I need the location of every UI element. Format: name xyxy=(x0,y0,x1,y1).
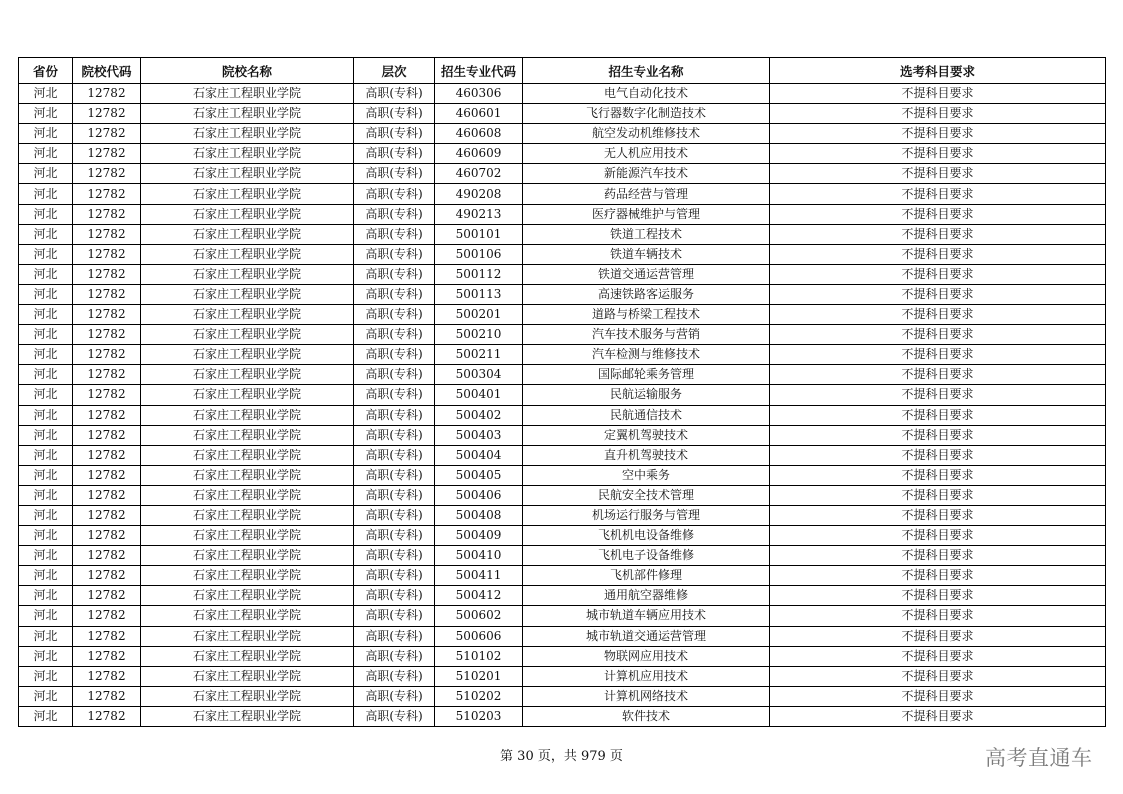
cell-level: 高职(专科) xyxy=(354,264,435,284)
cell-level: 高职(专科) xyxy=(354,385,435,405)
cell-major-code: 500412 xyxy=(435,586,523,606)
cell-school-name: 石家庄工程职业学院 xyxy=(141,305,354,325)
cell-school-code: 12782 xyxy=(73,144,141,164)
cell-school-code: 12782 xyxy=(73,686,141,706)
cell-province: 河北 xyxy=(19,646,73,666)
table-row xyxy=(19,284,1106,304)
cell-school-name: 石家庄工程职业学院 xyxy=(141,325,354,345)
cell-school-code: 12782 xyxy=(73,626,141,646)
table-row xyxy=(19,626,1106,646)
cell-major-code: 500606 xyxy=(435,626,523,646)
cell-subject-requirement: 不提科目要求 xyxy=(770,706,1106,726)
cell-level: 高职(专科) xyxy=(354,666,435,686)
cell-major-code: 500410 xyxy=(435,546,523,566)
cell-major-name: 直升机驾驶技术 xyxy=(523,445,770,465)
cell-major-name: 航空发动机维修技术 xyxy=(523,124,770,144)
cell-province: 河北 xyxy=(19,546,73,566)
cell-school-name: 石家庄工程职业学院 xyxy=(141,706,354,726)
cell-school-name: 石家庄工程职业学院 xyxy=(141,365,354,385)
cell-school-name: 石家庄工程职业学院 xyxy=(141,345,354,365)
cell-major-name: 机场运行服务与管理 xyxy=(523,505,770,525)
cell-level: 高职(专科) xyxy=(354,405,435,425)
header-province: 省份 xyxy=(19,58,73,84)
table-row xyxy=(19,505,1106,525)
table-row xyxy=(19,325,1106,345)
table-row xyxy=(19,264,1106,284)
header-row xyxy=(19,58,1106,84)
cell-major-code: 510202 xyxy=(435,686,523,706)
cell-school-name: 石家庄工程职业学院 xyxy=(141,264,354,284)
cell-major-name: 电气自动化技术 xyxy=(523,84,770,104)
cell-school-name: 石家庄工程职业学院 xyxy=(141,405,354,425)
cell-level: 高职(专科) xyxy=(354,124,435,144)
cell-subject-requirement: 不提科目要求 xyxy=(770,345,1106,365)
cell-subject-requirement: 不提科目要求 xyxy=(770,204,1106,224)
cell-major-name: 民航运输服务 xyxy=(523,385,770,405)
cell-province: 河北 xyxy=(19,264,73,284)
cell-school-code: 12782 xyxy=(73,365,141,385)
cell-subject-requirement: 不提科目要求 xyxy=(770,284,1106,304)
cell-subject-requirement: 不提科目要求 xyxy=(770,405,1106,425)
cell-major-name: 飞行器数字化制造技术 xyxy=(523,104,770,124)
cell-major-name: 通用航空器维修 xyxy=(523,586,770,606)
cell-school-code: 12782 xyxy=(73,284,141,304)
cell-school-code: 12782 xyxy=(73,526,141,546)
cell-major-code: 460609 xyxy=(435,144,523,164)
table-row xyxy=(19,84,1106,104)
cell-school-name: 石家庄工程职业学院 xyxy=(141,626,354,646)
cell-subject-requirement: 不提科目要求 xyxy=(770,425,1106,445)
cell-level: 高职(专科) xyxy=(354,445,435,465)
header-level: 层次 xyxy=(354,58,435,84)
cell-subject-requirement: 不提科目要求 xyxy=(770,445,1106,465)
cell-major-code: 490213 xyxy=(435,204,523,224)
table-row xyxy=(19,144,1106,164)
cell-school-name: 石家庄工程职业学院 xyxy=(141,505,354,525)
cell-school-name: 石家庄工程职业学院 xyxy=(141,184,354,204)
cell-level: 高职(专科) xyxy=(354,164,435,184)
header-school-name: 院校名称 xyxy=(141,58,354,84)
cell-major-code: 510102 xyxy=(435,646,523,666)
cell-major-code: 500409 xyxy=(435,526,523,546)
cell-school-name: 石家庄工程职业学院 xyxy=(141,204,354,224)
table-row xyxy=(19,526,1106,546)
cell-level: 高职(专科) xyxy=(354,224,435,244)
cell-school-name: 石家庄工程职业学院 xyxy=(141,646,354,666)
cell-subject-requirement: 不提科目要求 xyxy=(770,626,1106,646)
cell-level: 高职(专科) xyxy=(354,505,435,525)
table-row xyxy=(19,566,1106,586)
header-major-name: 招生专业名称 xyxy=(523,58,770,84)
table-row xyxy=(19,445,1106,465)
cell-subject-requirement: 不提科目要求 xyxy=(770,124,1106,144)
cell-major-name: 飞机机电设备维修 xyxy=(523,526,770,546)
cell-province: 河北 xyxy=(19,445,73,465)
table-row xyxy=(19,465,1106,485)
cell-subject-requirement: 不提科目要求 xyxy=(770,264,1106,284)
cell-school-code: 12782 xyxy=(73,244,141,264)
cell-province: 河北 xyxy=(19,184,73,204)
cell-major-code: 500408 xyxy=(435,505,523,525)
cell-province: 河北 xyxy=(19,365,73,385)
cell-school-code: 12782 xyxy=(73,184,141,204)
cell-school-code: 12782 xyxy=(73,505,141,525)
cell-subject-requirement: 不提科目要求 xyxy=(770,586,1106,606)
cell-major-code: 510203 xyxy=(435,706,523,726)
cell-province: 河北 xyxy=(19,385,73,405)
cell-subject-requirement: 不提科目要求 xyxy=(770,224,1106,244)
table-row xyxy=(19,345,1106,365)
cell-major-code: 500101 xyxy=(435,224,523,244)
cell-major-name: 高速铁路客运服务 xyxy=(523,284,770,304)
cell-province: 河北 xyxy=(19,686,73,706)
cell-major-code: 500403 xyxy=(435,425,523,445)
cell-province: 河北 xyxy=(19,144,73,164)
cell-major-name: 铁道工程技术 xyxy=(523,224,770,244)
cell-province: 河北 xyxy=(19,706,73,726)
cell-school-code: 12782 xyxy=(73,345,141,365)
cell-school-name: 石家庄工程职业学院 xyxy=(141,546,354,566)
cell-subject-requirement: 不提科目要求 xyxy=(770,566,1106,586)
cell-level: 高职(专科) xyxy=(354,566,435,586)
cell-province: 河北 xyxy=(19,505,73,525)
admission-table xyxy=(18,57,1106,727)
cell-school-code: 12782 xyxy=(73,124,141,144)
cell-major-code: 500113 xyxy=(435,284,523,304)
cell-province: 河北 xyxy=(19,284,73,304)
table-body xyxy=(19,84,1106,727)
table-row xyxy=(19,546,1106,566)
cell-subject-requirement: 不提科目要求 xyxy=(770,666,1106,686)
cell-subject-requirement: 不提科目要求 xyxy=(770,526,1106,546)
cell-province: 河北 xyxy=(19,485,73,505)
cell-subject-requirement: 不提科目要求 xyxy=(770,104,1106,124)
cell-level: 高职(专科) xyxy=(354,686,435,706)
cell-major-code: 500402 xyxy=(435,405,523,425)
cell-major-name: 城市轨道车辆应用技术 xyxy=(523,606,770,626)
cell-school-name: 石家庄工程职业学院 xyxy=(141,284,354,304)
cell-major-name: 软件技术 xyxy=(523,706,770,726)
cell-major-code: 490208 xyxy=(435,184,523,204)
table-row xyxy=(19,184,1106,204)
cell-subject-requirement: 不提科目要求 xyxy=(770,385,1106,405)
cell-school-code: 12782 xyxy=(73,264,141,284)
cell-major-name: 飞机电子设备维修 xyxy=(523,546,770,566)
cell-province: 河北 xyxy=(19,526,73,546)
cell-school-name: 石家庄工程职业学院 xyxy=(141,425,354,445)
table-row xyxy=(19,686,1106,706)
cell-level: 高职(专科) xyxy=(354,425,435,445)
cell-province: 河北 xyxy=(19,84,73,104)
cell-level: 高职(专科) xyxy=(354,606,435,626)
cell-school-name: 石家庄工程职业学院 xyxy=(141,144,354,164)
cell-province: 河北 xyxy=(19,465,73,485)
cell-school-code: 12782 xyxy=(73,385,141,405)
cell-province: 河北 xyxy=(19,405,73,425)
cell-province: 河北 xyxy=(19,104,73,124)
cell-subject-requirement: 不提科目要求 xyxy=(770,606,1106,626)
cell-school-code: 12782 xyxy=(73,566,141,586)
cell-major-code: 500404 xyxy=(435,445,523,465)
table-row xyxy=(19,706,1106,726)
table-row xyxy=(19,485,1106,505)
cell-subject-requirement: 不提科目要求 xyxy=(770,546,1106,566)
cell-school-code: 12782 xyxy=(73,465,141,485)
cell-province: 河北 xyxy=(19,606,73,626)
cell-major-code: 460601 xyxy=(435,104,523,124)
cell-major-code: 500211 xyxy=(435,345,523,365)
cell-major-code: 500602 xyxy=(435,606,523,626)
cell-major-name: 计算机网络技术 xyxy=(523,686,770,706)
cell-major-name: 汽车检测与维修技术 xyxy=(523,345,770,365)
cell-subject-requirement: 不提科目要求 xyxy=(770,144,1106,164)
cell-major-name: 汽车技术服务与营销 xyxy=(523,325,770,345)
cell-major-name: 药品经营与管理 xyxy=(523,184,770,204)
cell-school-code: 12782 xyxy=(73,224,141,244)
cell-school-code: 12782 xyxy=(73,666,141,686)
table-row xyxy=(19,365,1106,385)
cell-major-name: 道路与桥梁工程技术 xyxy=(523,305,770,325)
cell-major-code: 460608 xyxy=(435,124,523,144)
cell-major-code: 500405 xyxy=(435,465,523,485)
cell-subject-requirement: 不提科目要求 xyxy=(770,646,1106,666)
cell-level: 高职(专科) xyxy=(354,184,435,204)
cell-school-name: 石家庄工程职业学院 xyxy=(141,686,354,706)
table-row xyxy=(19,646,1106,666)
cell-major-name: 城市轨道交通运营管理 xyxy=(523,626,770,646)
table-row xyxy=(19,124,1106,144)
cell-subject-requirement: 不提科目要求 xyxy=(770,164,1106,184)
cell-major-name: 物联网应用技术 xyxy=(523,646,770,666)
cell-major-name: 定翼机驾驶技术 xyxy=(523,425,770,445)
page-number: 第 30 页，共 979 页 xyxy=(500,749,623,764)
cell-subject-requirement: 不提科目要求 xyxy=(770,305,1106,325)
cell-major-code: 510201 xyxy=(435,666,523,686)
cell-province: 河北 xyxy=(19,345,73,365)
cell-school-name: 石家庄工程职业学院 xyxy=(141,104,354,124)
cell-school-code: 12782 xyxy=(73,164,141,184)
cell-school-name: 石家庄工程职业学院 xyxy=(141,586,354,606)
cell-school-code: 12782 xyxy=(73,405,141,425)
cell-province: 河北 xyxy=(19,586,73,606)
cell-major-name: 空中乘务 xyxy=(523,465,770,485)
table-row xyxy=(19,305,1106,325)
header-major-code: 招生专业代码 xyxy=(435,58,523,84)
cell-level: 高职(专科) xyxy=(354,626,435,646)
cell-school-code: 12782 xyxy=(73,104,141,124)
watermark-logo: 高考直通车 xyxy=(985,746,1093,770)
cell-school-name: 石家庄工程职业学院 xyxy=(141,124,354,144)
cell-level: 高职(专科) xyxy=(354,586,435,606)
cell-major-code: 500401 xyxy=(435,385,523,405)
cell-level: 高职(专科) xyxy=(354,144,435,164)
cell-school-code: 12782 xyxy=(73,84,141,104)
cell-subject-requirement: 不提科目要求 xyxy=(770,325,1106,345)
cell-province: 河北 xyxy=(19,325,73,345)
cell-level: 高职(专科) xyxy=(354,305,435,325)
cell-school-name: 石家庄工程职业学院 xyxy=(141,164,354,184)
table-row xyxy=(19,405,1106,425)
cell-school-name: 石家庄工程职业学院 xyxy=(141,385,354,405)
table-row xyxy=(19,606,1106,626)
cell-subject-requirement: 不提科目要求 xyxy=(770,485,1106,505)
cell-major-name: 民航安全技术管理 xyxy=(523,485,770,505)
cell-level: 高职(专科) xyxy=(354,646,435,666)
cell-level: 高职(专科) xyxy=(354,345,435,365)
cell-school-code: 12782 xyxy=(73,646,141,666)
cell-province: 河北 xyxy=(19,164,73,184)
cell-subject-requirement: 不提科目要求 xyxy=(770,365,1106,385)
cell-major-name: 铁道车辆技术 xyxy=(523,244,770,264)
cell-school-code: 12782 xyxy=(73,586,141,606)
table-row xyxy=(19,385,1106,405)
cell-level: 高职(专科) xyxy=(354,706,435,726)
cell-school-name: 石家庄工程职业学院 xyxy=(141,224,354,244)
cell-school-name: 石家庄工程职业学院 xyxy=(141,485,354,505)
cell-school-name: 石家庄工程职业学院 xyxy=(141,84,354,104)
cell-major-code: 500304 xyxy=(435,365,523,385)
cell-level: 高职(专科) xyxy=(354,104,435,124)
cell-school-name: 石家庄工程职业学院 xyxy=(141,244,354,264)
table-row xyxy=(19,586,1106,606)
table-row xyxy=(19,104,1106,124)
cell-level: 高职(专科) xyxy=(354,546,435,566)
cell-major-name: 民航通信技术 xyxy=(523,405,770,425)
cell-major-code: 500112 xyxy=(435,264,523,284)
cell-province: 河北 xyxy=(19,204,73,224)
cell-level: 高职(专科) xyxy=(354,204,435,224)
cell-school-name: 石家庄工程职业学院 xyxy=(141,465,354,485)
cell-major-code: 500201 xyxy=(435,305,523,325)
cell-province: 河北 xyxy=(19,244,73,264)
cell-school-name: 石家庄工程职业学院 xyxy=(141,566,354,586)
header-subject-requirement: 选考科目要求 xyxy=(770,58,1106,84)
cell-major-name: 医疗器械维护与管理 xyxy=(523,204,770,224)
cell-school-code: 12782 xyxy=(73,485,141,505)
cell-school-code: 12782 xyxy=(73,425,141,445)
cell-school-code: 12782 xyxy=(73,606,141,626)
cell-province: 河北 xyxy=(19,224,73,244)
cell-level: 高职(专科) xyxy=(354,465,435,485)
cell-level: 高职(专科) xyxy=(354,365,435,385)
cell-level: 高职(专科) xyxy=(354,526,435,546)
cell-province: 河北 xyxy=(19,124,73,144)
cell-subject-requirement: 不提科目要求 xyxy=(770,505,1106,525)
cell-major-name: 无人机应用技术 xyxy=(523,144,770,164)
cell-school-code: 12782 xyxy=(73,706,141,726)
cell-school-name: 石家庄工程职业学院 xyxy=(141,666,354,686)
cell-major-name: 飞机部件修理 xyxy=(523,566,770,586)
cell-school-name: 石家庄工程职业学院 xyxy=(141,606,354,626)
header-school-code: 院校代码 xyxy=(73,58,141,84)
table-row xyxy=(19,224,1106,244)
cell-school-name: 石家庄工程职业学院 xyxy=(141,445,354,465)
cell-level: 高职(专科) xyxy=(354,325,435,345)
cell-subject-requirement: 不提科目要求 xyxy=(770,244,1106,264)
cell-school-code: 12782 xyxy=(73,325,141,345)
table-row xyxy=(19,425,1106,445)
cell-major-code: 500406 xyxy=(435,485,523,505)
cell-subject-requirement: 不提科目要求 xyxy=(770,686,1106,706)
cell-major-name: 铁道交通运营管理 xyxy=(523,264,770,284)
cell-province: 河北 xyxy=(19,566,73,586)
cell-major-code: 460702 xyxy=(435,164,523,184)
cell-province: 河北 xyxy=(19,425,73,445)
cell-school-name: 石家庄工程职业学院 xyxy=(141,526,354,546)
cell-level: 高职(专科) xyxy=(354,284,435,304)
cell-school-code: 12782 xyxy=(73,204,141,224)
cell-school-code: 12782 xyxy=(73,305,141,325)
cell-school-code: 12782 xyxy=(73,546,141,566)
cell-level: 高职(专科) xyxy=(354,485,435,505)
cell-major-name: 新能源汽车技术 xyxy=(523,164,770,184)
cell-province: 河北 xyxy=(19,305,73,325)
table-row xyxy=(19,164,1106,184)
cell-province: 河北 xyxy=(19,626,73,646)
table-row xyxy=(19,666,1106,686)
cell-subject-requirement: 不提科目要求 xyxy=(770,465,1106,485)
cell-major-name: 计算机应用技术 xyxy=(523,666,770,686)
cell-level: 高职(专科) xyxy=(354,84,435,104)
cell-school-code: 12782 xyxy=(73,445,141,465)
table-row xyxy=(19,244,1106,264)
cell-province: 河北 xyxy=(19,666,73,686)
cell-major-code: 500411 xyxy=(435,566,523,586)
cell-level: 高职(专科) xyxy=(354,244,435,264)
cell-major-code: 500106 xyxy=(435,244,523,264)
cell-major-code: 460306 xyxy=(435,84,523,104)
cell-major-code: 500210 xyxy=(435,325,523,345)
cell-subject-requirement: 不提科目要求 xyxy=(770,184,1106,204)
cell-subject-requirement: 不提科目要求 xyxy=(770,84,1106,104)
table-row xyxy=(19,204,1106,224)
cell-major-name: 国际邮轮乘务管理 xyxy=(523,365,770,385)
